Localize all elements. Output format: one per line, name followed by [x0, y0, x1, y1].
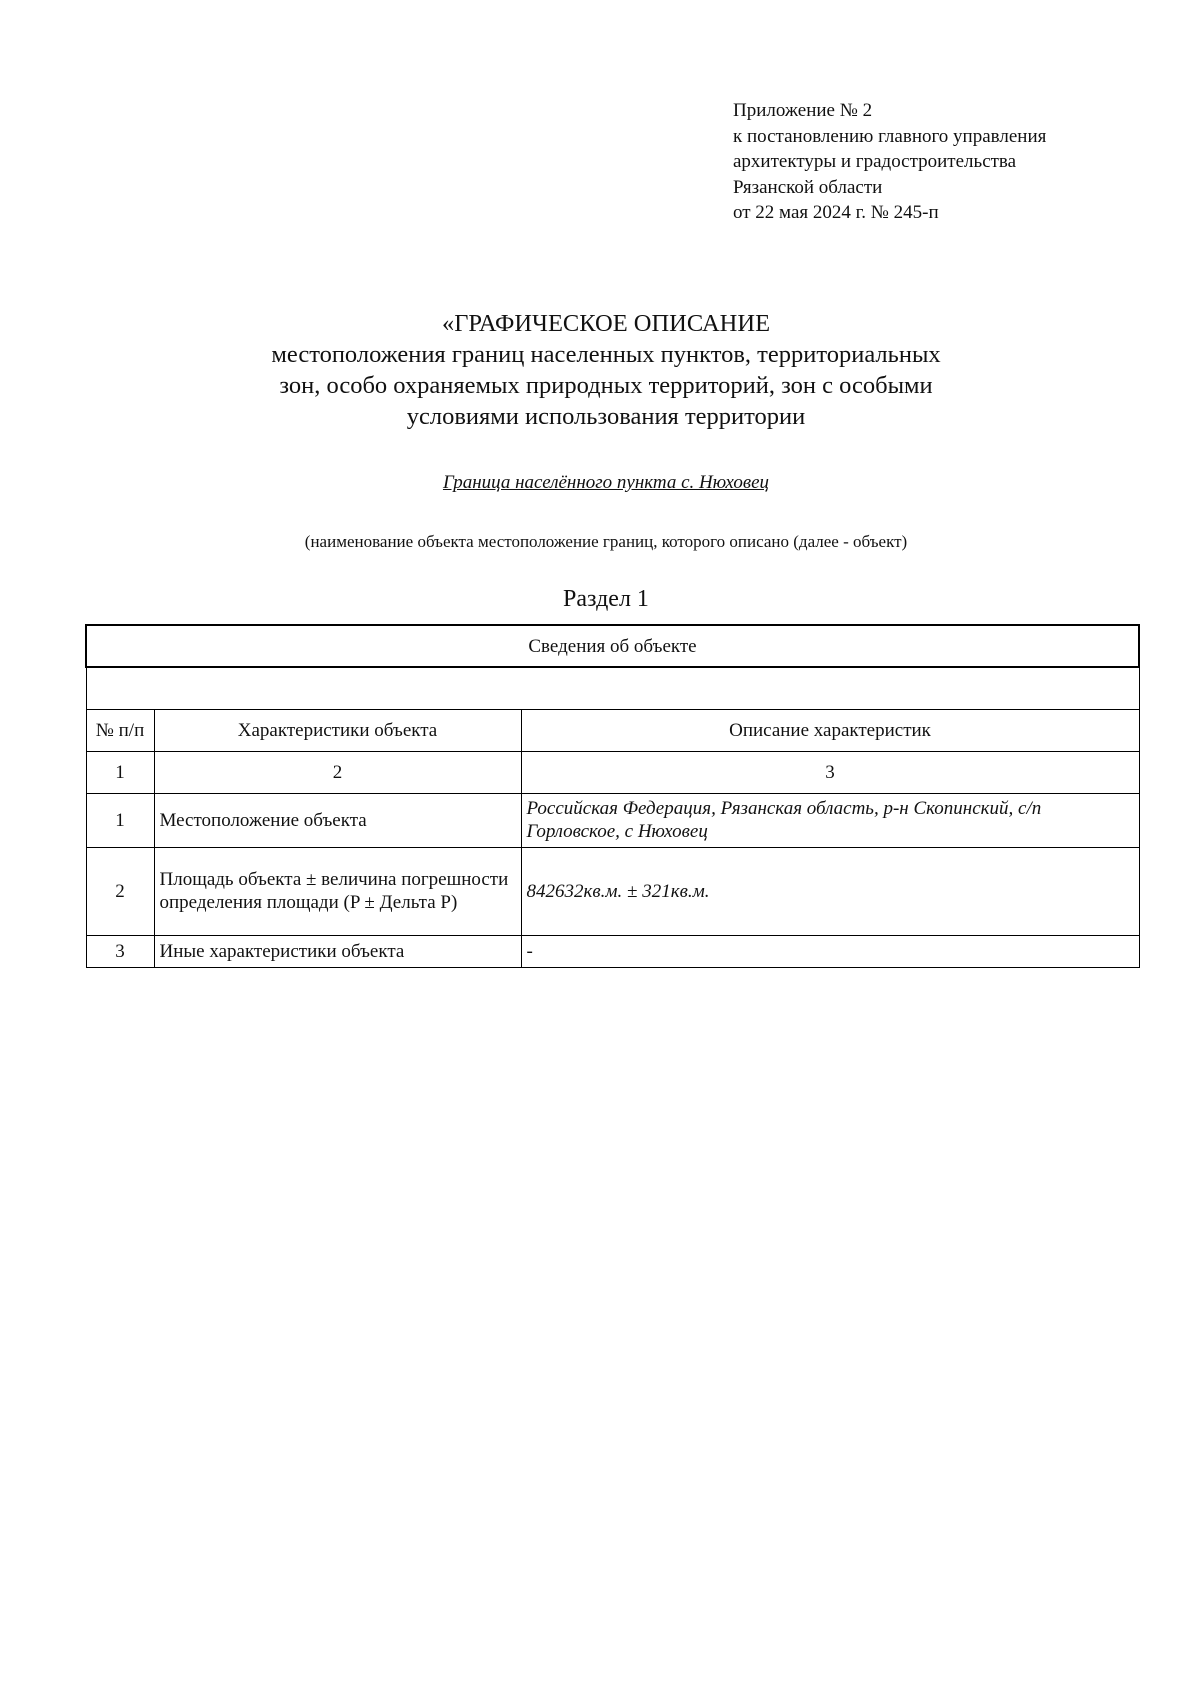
table-empty-row — [86, 667, 1139, 709]
object-note: (наименование объекта местоположение границ, которого описано (далее - объект) — [304, 532, 908, 551]
table-empty-cell — [86, 667, 1139, 709]
table-header-row — [86, 709, 1139, 751]
column-number: 3 — [521, 751, 1139, 793]
object-name: Граница населённого пункта с. Нюховец — [442, 472, 770, 493]
row-num: 3 — [86, 935, 154, 967]
row-num: 1 — [86, 793, 154, 847]
table-caption: Сведения об объекте — [86, 625, 1139, 667]
table-row — [86, 847, 1139, 935]
table-row — [86, 793, 1139, 847]
title-line: условиями использования территории — [406, 403, 806, 430]
row-description: 842632кв.м. ± 321кв.м. — [521, 847, 1139, 935]
column-number: 1 — [86, 751, 154, 793]
document-title — [0, 308, 1200, 432]
appendix-line: к постановлению главного управления — [733, 125, 1047, 147]
table-row — [86, 935, 1139, 967]
row-description: - — [521, 935, 1139, 967]
row-characteristic: Иные характеристики объекта — [154, 935, 521, 967]
appendix-line: Приложение № 2 — [733, 100, 873, 121]
header-characteristic: Характеристики объекта — [154, 709, 521, 751]
title-line: местоположения границ населенных пунктов, территориальных — [271, 341, 941, 368]
row-characteristic: Местоположение объекта — [154, 793, 521, 847]
table-caption-row — [86, 625, 1139, 667]
section-title: Раздел 1 — [563, 586, 649, 612]
title-line: «ГРАФИЧЕСКОЕ ОПИСАНИЕ — [441, 310, 771, 337]
appendix-line: Рязанской области — [733, 176, 883, 198]
column-number: 2 — [154, 751, 521, 793]
row-num: 2 — [86, 847, 154, 935]
header-num: № п/п — [86, 709, 154, 751]
header-description: Описание характеристик — [521, 709, 1139, 751]
appendix-line: архитектуры и градостроительства — [733, 151, 1017, 172]
object-info-table — [85, 624, 1140, 968]
title-line: зон, особо охраняемых природных территорий, зон с особыми — [279, 372, 933, 399]
appendix-header — [733, 98, 1046, 226]
column-numbers-row — [86, 751, 1139, 793]
row-description: Российская Федерация, Рязанская область, р-н Скопинский, с/п Горловское, с Нюховец — [521, 793, 1139, 847]
row-characteristic: Площадь объекта ± величина погрешности определения площади (P ± Дельта P) — [154, 847, 521, 935]
appendix-line: от 22 мая 2024 г. № 245-п — [733, 202, 939, 223]
